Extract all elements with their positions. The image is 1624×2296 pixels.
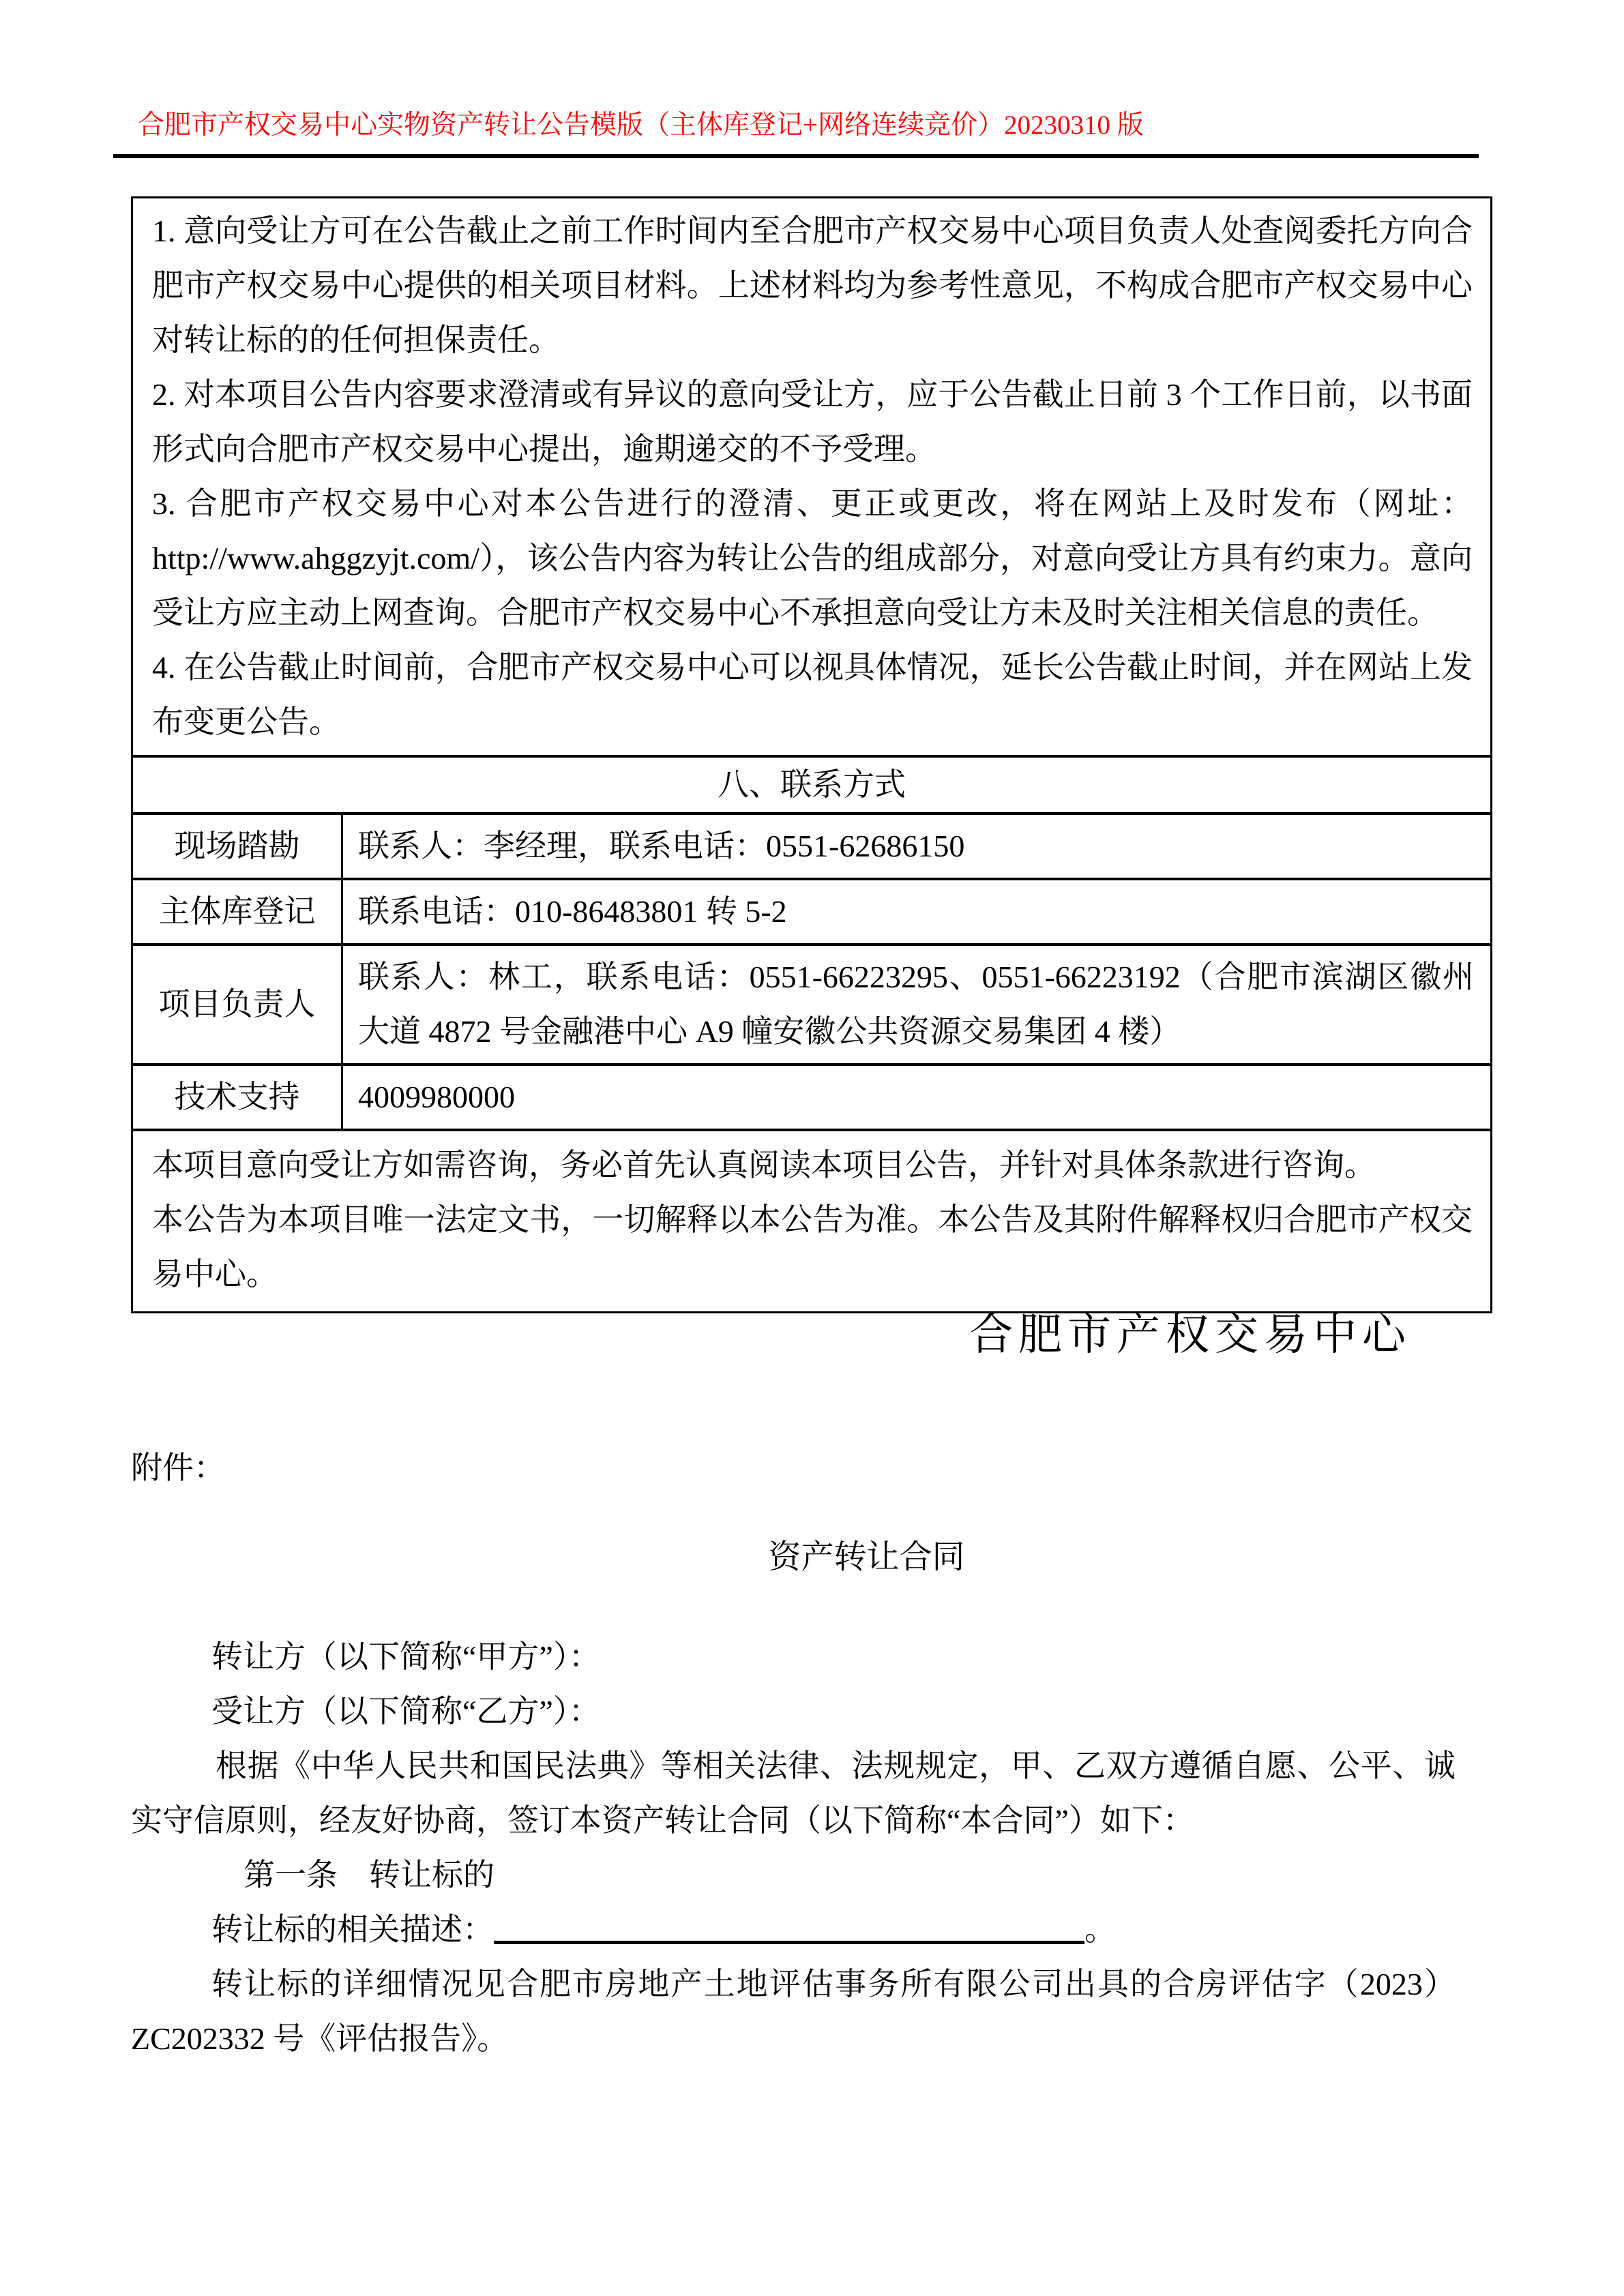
- contact-value: 联系人：林工，联系电话：0551-66223295、0551-66223192（合肥市滨湖区徽州大道 4872 号金融港中心 A9 幢安徽公共资源交易集团 4 楼）: [342, 944, 1492, 1064]
- contact-label: 项目负责人: [132, 944, 342, 1064]
- notes-row: [132, 1130, 1492, 1313]
- notes-paragraph-1: 本项目意向受让方如需咨询，务必首先认真阅读本项目公告，并针对具体条款进行咨询。: [152, 1148, 1376, 1182]
- description-suffix: 。: [1084, 1912, 1116, 1947]
- description-line: [131, 1903, 1456, 1957]
- intro-paragraph-3: 3. 合肥市产权交易中心对本公告进行的澄清、更正或更改，将在网站上及时发布（网址：http://www.ahggzyjt.com/），该公告内容为转让公告的组成部分，对意向受让方具有约束力。意向受让方应主动上网查询。合肥市产权交易中心不承担意向受让方未及时关注相关信息的责任。: [152, 486, 1473, 630]
- issuer-signature: 合肥市产权交易中心: [969, 1311, 1411, 1359]
- article1-heading: 第一条 转让标的: [243, 1858, 494, 1892]
- contract-title: 资产转让合同: [768, 1539, 965, 1575]
- intro-cell: [132, 198, 1492, 757]
- doc-header: [113, 108, 1479, 158]
- contact-label: 技术支持: [132, 1064, 342, 1130]
- contact-row-site-visit: [132, 814, 1492, 879]
- intro-row: [132, 198, 1492, 757]
- party-a-line: 转让方（以下简称“甲方”）：: [211, 1639, 600, 1674]
- detail-paragraph: 转让标的详细情况见合肥市房地产土地评估事务所有限公司出具的合房评估字（2023）ZC202332 号《评估报告》。: [131, 1967, 1456, 2056]
- notes-cell: [132, 1130, 1492, 1313]
- contact-label: 现场踏勘: [132, 814, 342, 879]
- contact-label: 主体库登记: [132, 879, 342, 944]
- preamble-paragraph: 根据《中华人民共和国民法典》等相关法律、法规规定，甲、乙双方遵循自愿、公平、诚实守信原则，经友好协商，签订本资产转让合同（以下简称“本合同”）如下：: [131, 1748, 1456, 1838]
- intro-paragraph-4: 4. 在公告截止时间前，合肥市产权交易中心可以视具体情况，延长公告截止时间，并在网站上发布变更公告。: [152, 650, 1473, 739]
- intro-paragraph-1: 1. 意向受让方可在公告截止之前工作时间内至合肥市产权交易中心项目负责人处查阅委托方向合肥市产权交易中心提供的相关项目材料。上述材料均为参考性意见，不构成合肥市产权交易中心对转让标的的任何担保责任。: [152, 213, 1473, 357]
- contract-body: [131, 1630, 1456, 2066]
- contact-value: 联系人：李经理，联系电话：0551-62686150: [342, 814, 1492, 879]
- contact-row-registry: [132, 879, 1492, 944]
- contact-value: 4009980000: [342, 1064, 1492, 1130]
- intro-paragraph-2: 2. 对本项目公告内容要求澄清或有异议的意向受让方，应于公告截止日前 3 个工作日前，以书面形式向合肥市产权交易中心提出，逾期递交的不予受理。: [152, 377, 1473, 466]
- notice-table: [131, 196, 1492, 1313]
- doc-header-title: 合肥市产权交易中心实物资产转让公告模版（主体库登记+网络连续竞价）20230310 版: [138, 110, 1144, 140]
- contact-row-project-manager: [132, 944, 1492, 1064]
- section-header: 八、联系方式: [132, 756, 1492, 814]
- party-b-line: 受让方（以下简称“乙方”）：: [211, 1694, 600, 1729]
- description-label: 转让标的相关描述：: [211, 1912, 494, 1947]
- blank-underline: [494, 1941, 1084, 1944]
- contact-value: 联系电话：010-86483801 转 5-2: [342, 879, 1492, 944]
- attachment-label: 附件：: [131, 1450, 225, 1485]
- section-header-row: [132, 756, 1492, 814]
- notes-paragraph-2: 本公告为本项目唯一法定文书，一切解释以本公告为准。本公告及其附件解释权归合肥市产权交易中心。: [152, 1202, 1473, 1292]
- contact-row-tech-support: [132, 1064, 1492, 1130]
